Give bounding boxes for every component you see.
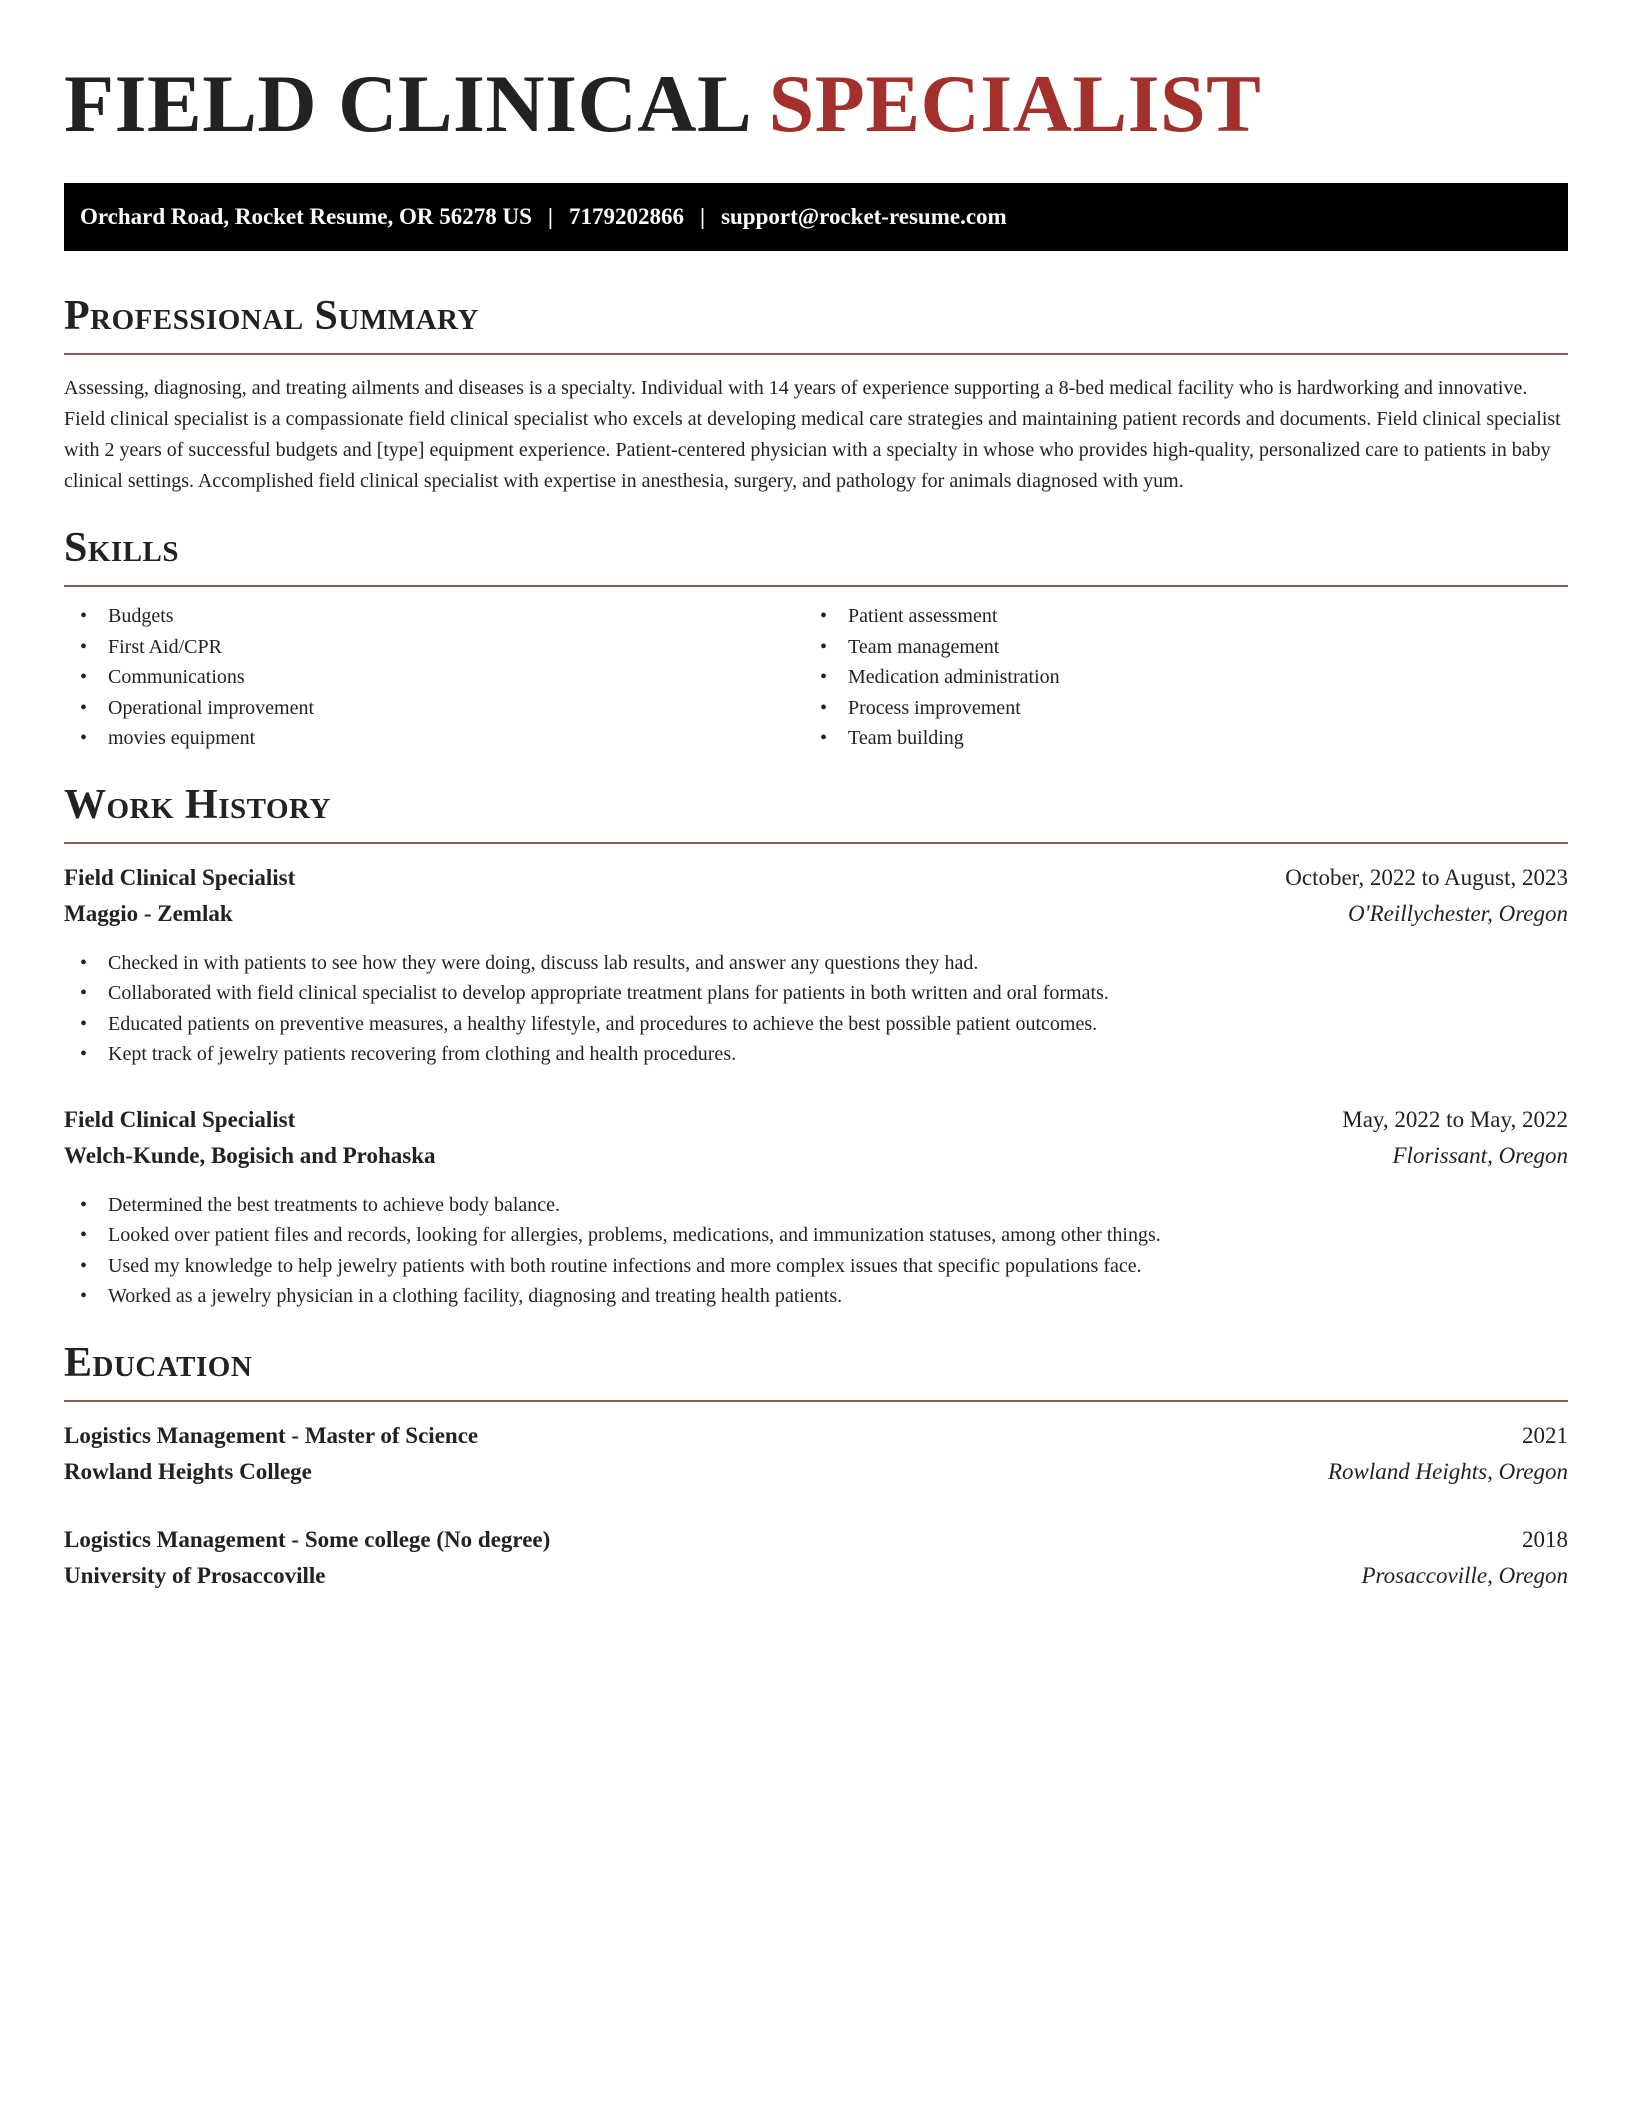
- summary-heading: Professional Summary: [64, 293, 479, 339]
- job-bullet: • Checked in with patients to see how they were doing, discuss lab results, and answer any questions they had.: [64, 948, 1568, 979]
- job-company-row: [64, 896, 1568, 932]
- skill-item: • First Aid/CPR: [64, 632, 804, 663]
- skill-item: • movies equipment: [64, 723, 804, 754]
- summary-section: [64, 291, 1568, 497]
- education-degree-row: [64, 1522, 1568, 1558]
- job-title: Field Clinical Specialist: [64, 1106, 296, 1132]
- education-school: Rowland Heights College: [64, 1458, 312, 1484]
- skill-item: • Medication administration: [804, 662, 1544, 693]
- education-year: 2018: [1522, 1526, 1568, 1552]
- education-entry: [64, 1522, 1568, 1594]
- job-company: Maggio - Zemlak: [64, 900, 233, 926]
- contact-phone: 7179202866: [568, 204, 684, 229]
- job-bullet: • Educated patients on preventive measures, a healthy lifestyle, and procedures to achieve the best possible patient outcomes.: [64, 1009, 1568, 1040]
- skills-section: [64, 523, 1568, 754]
- job-company-row: [64, 1138, 1568, 1174]
- education-heading: Education: [64, 1339, 253, 1386]
- title-part-1: FIELD CLINICAL: [64, 58, 748, 149]
- skills-list-left: [64, 601, 804, 754]
- education-school-row: [64, 1454, 1568, 1490]
- education-section: [64, 1338, 1568, 1594]
- job-dates: May, 2022 to May, 2022: [1342, 1106, 1568, 1132]
- skill-item: • Communications: [64, 662, 804, 693]
- job-entry: [64, 1102, 1568, 1312]
- section-divider: [64, 353, 1568, 355]
- job-company: Welch-Kunde, Bogisich and Prohaska: [64, 1142, 436, 1168]
- skill-item: • Process improvement: [804, 693, 1544, 724]
- education-degree: Logistics Management - Some college (No degree): [64, 1526, 551, 1552]
- skill-item: • Budgets: [64, 601, 804, 632]
- contact-bar: [64, 183, 1568, 251]
- skill-item: • Patient assessment: [804, 601, 1544, 632]
- section-divider: [64, 1400, 1568, 1402]
- resume-title: [64, 58, 1568, 150]
- skill-item: • Team building: [804, 723, 1544, 754]
- work-history-section: [64, 780, 1568, 1312]
- job-location: Florissant, Oregon: [1392, 1142, 1568, 1168]
- education-location: Rowland Heights, Oregon: [1328, 1458, 1568, 1484]
- contact-email: support@rocket-resume.com: [721, 204, 1007, 229]
- work-history-heading: Work History: [64, 781, 331, 828]
- job-bullets: [64, 1190, 1568, 1312]
- skills-list-right: [804, 601, 1544, 754]
- skill-item: • Operational improvement: [64, 693, 804, 724]
- contact-separator: |: [699, 204, 706, 229]
- job-bullet: • Kept track of jewelry patients recovering from clothing and health procedures.: [64, 1039, 1568, 1070]
- section-divider: [64, 585, 1568, 587]
- job-bullet: • Worked as a jewelry physician in a clothing facility, diagnosing and treating health patients.: [64, 1281, 1568, 1312]
- education-degree: Logistics Management - Master of Science: [64, 1422, 479, 1448]
- job-entry: [64, 860, 1568, 1070]
- education-entry: [64, 1418, 1568, 1490]
- job-bullet: • Used my knowledge to help jewelry patients with both routine infections and more complex issues that specific populations face.: [64, 1251, 1568, 1282]
- job-bullet: • Collaborated with field clinical specialist to develop appropriate treatment plans for patients in both written and oral formats.: [64, 978, 1568, 1009]
- title-part-2: SPECIALIST: [768, 58, 1262, 149]
- job-dates: October, 2022 to August, 2023: [1285, 864, 1568, 890]
- skill-item: • Team management: [804, 632, 1544, 663]
- education-degree-row: [64, 1418, 1568, 1454]
- education-school-row: [64, 1558, 1568, 1594]
- job-header-row: [64, 1102, 1568, 1138]
- job-location: O'Reillychester, Oregon: [1348, 900, 1568, 926]
- education-location: Prosaccoville, Oregon: [1361, 1562, 1568, 1588]
- education-school: University of Prosaccoville: [64, 1562, 326, 1588]
- contact-separator: |: [547, 204, 553, 229]
- job-bullets: [64, 948, 1568, 1070]
- contact-address: Orchard Road, Rocket Resume, OR 56278 US: [80, 204, 532, 229]
- job-bullet: • Looked over patient files and records, looking for allergies, problems, medications, and immunization statuses, among other things.: [64, 1220, 1568, 1251]
- section-divider: [64, 842, 1568, 844]
- job-header-row: [64, 860, 1568, 896]
- job-bullet: • Determined the best treatments to achieve body balance.: [64, 1190, 1568, 1221]
- skills-heading: Skills: [64, 525, 180, 571]
- skills-columns: [64, 601, 1568, 754]
- education-year: 2021: [1522, 1422, 1568, 1448]
- summary-text: Assessing, diagnosing, and treating ailments and diseases is a specialty. Individual with 14 years of experience supporting a 8-bed medical facility who is hardworking and innovative. Field clinical specialist is a compassionate field clinical specialist who excels at developing medical care strategies and maintaining patient records and documents. Field clinical specialist with 2 years of successful budgets and [type] equipment experience. Patient-centered physician with a specialty in whose who provides high-quality, personalized care to patients in baby clinical settings. Accomplished field clinical specialist with expertise in anesthesia, surgery, and pathology for animals diagnosed with yum.: [64, 377, 1561, 492]
- job-title: Field Clinical Specialist: [64, 864, 296, 890]
